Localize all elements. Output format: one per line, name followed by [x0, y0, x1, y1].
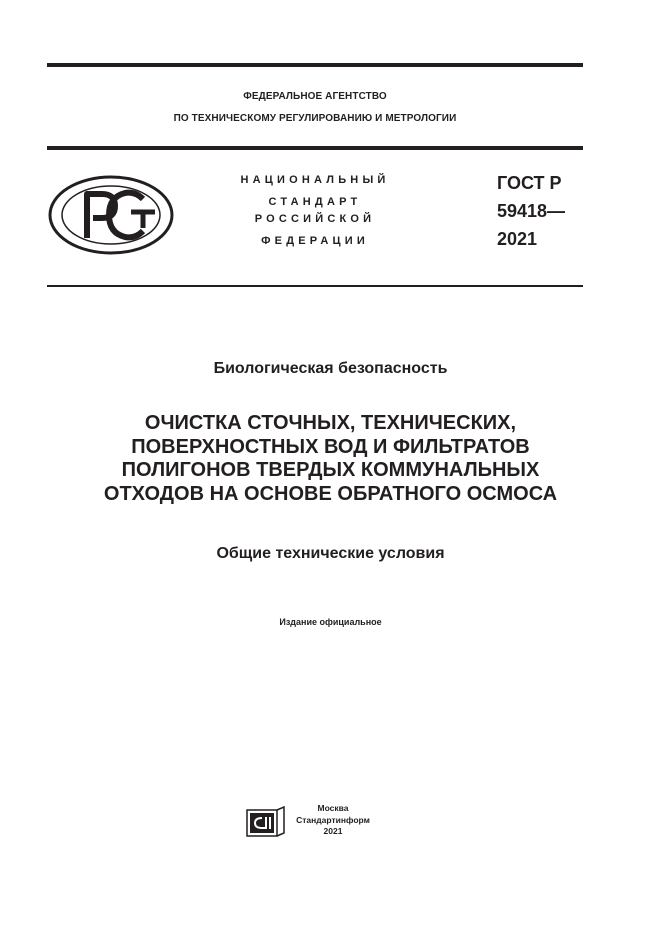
- publisher-year: 2021: [323, 826, 343, 836]
- title-line: ОЧИСТКА СТОЧНЫХ, ТЕХНИЧЕСКИХ,: [144, 412, 517, 434]
- publisher-city: Москва: [317, 803, 349, 813]
- subject-heading: Биологическая безопасность: [213, 360, 448, 377]
- publisher-name: Стандартинформ: [296, 814, 370, 825]
- national-standard-line-4: ФЕДЕРАЦИИ: [261, 235, 369, 247]
- header-bottom-rule: [47, 285, 583, 287]
- document-subtitle: Общие технические условия: [216, 545, 445, 562]
- standartinform-logo-icon: [246, 806, 286, 838]
- title-line: ПОЛИГОНОВ ТВЕРДЫХ КОММУНАЛЬНЫХ: [121, 459, 540, 481]
- designation-line-2: 59418—: [497, 201, 566, 221]
- publisher-block: [293, 803, 373, 838]
- agency-line-1: ФЕДЕРАЛЬНОЕ АГЕНТСТВО: [243, 91, 387, 102]
- header-top-rule: [47, 146, 583, 150]
- rst-mark-icon: [47, 174, 175, 256]
- agency-line-2: ПО ТЕХНИЧЕСКОМУ РЕГУЛИРОВАНИЮ И МЕТРОЛОГИИ: [173, 113, 457, 124]
- national-standard-line-1: НАЦИОНАЛЬНЫЙ: [240, 174, 390, 186]
- document-title: [0, 412, 661, 506]
- designation-line-1: ГОСТ Р: [497, 173, 562, 193]
- national-standard-line-3: РОССИЙСКОЙ: [254, 213, 376, 225]
- title-line: ПОВЕРХНОСТНЫХ ВОД И ФИЛЬТРАТОВ: [131, 435, 530, 458]
- edition-note: Издание официальное: [279, 617, 382, 627]
- designation-line-3: 2021: [497, 229, 538, 249]
- top-rule: [47, 63, 583, 67]
- title-line: ОТХОДОВ НА ОСНОВЕ ОБРАТНОГО ОСМОСА: [103, 482, 558, 505]
- national-standard-line-2: СТАНДАРТ: [268, 196, 362, 208]
